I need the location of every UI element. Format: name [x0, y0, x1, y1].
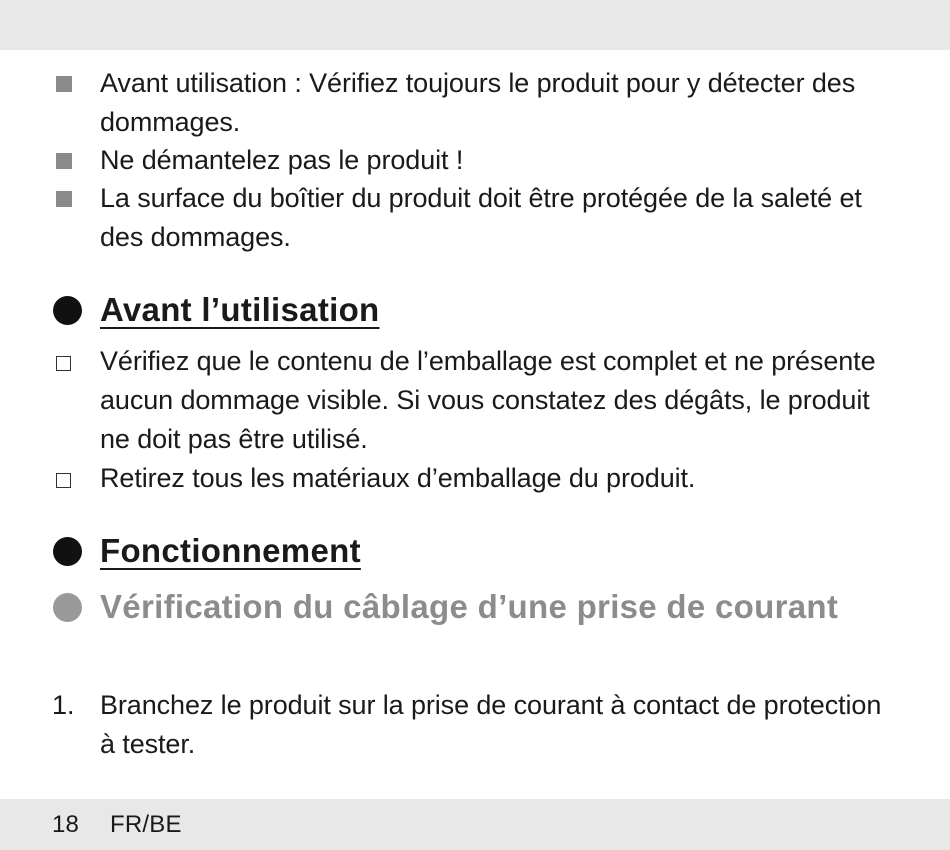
square-bullet-icon: [56, 76, 72, 92]
top-band: [0, 0, 950, 50]
square-bullet-icon: [56, 191, 72, 207]
checklist-item: Vérifiez que le contenu de l’emballage est complet et ne présente aucun dommage visible. Si vous constatez des dégâts, le produit ne doit pas être utilisé.: [100, 346, 876, 454]
subsection-bullet-icon: [53, 593, 82, 622]
safety-item: Avant utilisation : Vérifiez toujours le produit pour y détecter des dommages.: [100, 68, 856, 137]
section-bullet-icon: [53, 537, 82, 566]
step-number: 1.: [52, 690, 75, 720]
checkbox-icon: [56, 356, 71, 371]
safety-item: Ne démantelez pas le produit !: [100, 145, 464, 175]
safety-item: La surface du boîtier du produit doit être protégée de la saleté et des dommages.: [100, 183, 862, 252]
checkbox-icon: [56, 473, 71, 488]
checklist-item: Retirez tous les matériaux d’emballage du produit.: [100, 463, 696, 493]
subsection-heading-wiring-check: Vérification du câblage d’une prise de courant: [100, 588, 839, 625]
step-text: Branchez le produit sur la prise de courant à contact de protection à tester.: [100, 690, 882, 759]
language-code: FR/BE: [110, 811, 182, 838]
page-number: 18: [52, 811, 80, 838]
section-heading-before-use: Avant l’utilisation: [100, 291, 380, 328]
section-heading-operation: Fonctionnement: [100, 532, 361, 569]
section-bullet-icon: [53, 296, 82, 325]
square-bullet-icon: [56, 153, 72, 169]
